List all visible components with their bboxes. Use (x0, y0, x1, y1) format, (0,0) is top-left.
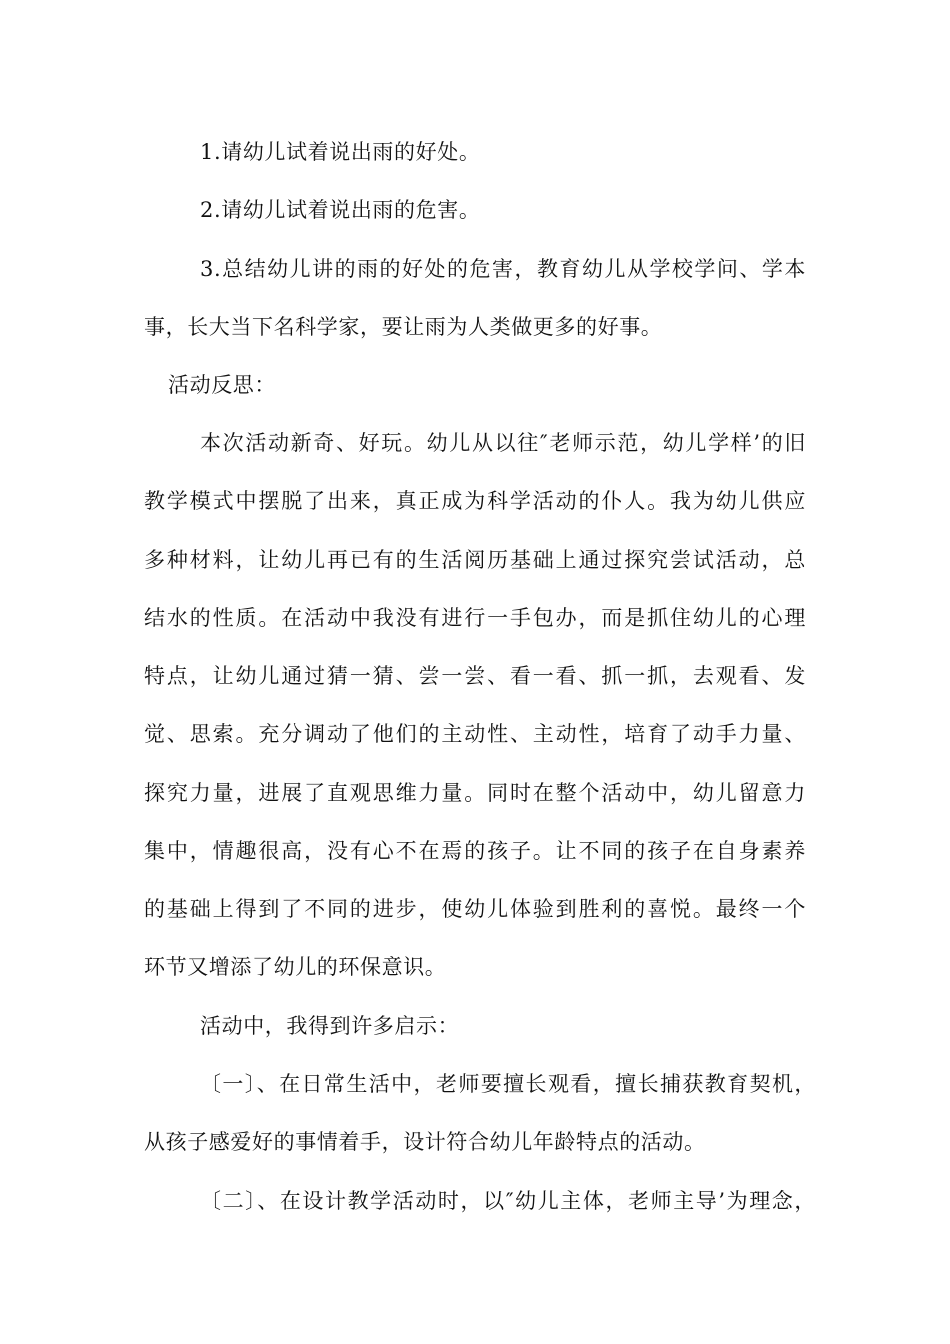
insight-item-two: 〔二〕、在设计教学活动时，以″幼儿主体，老师主导’为理念， (200, 1189, 816, 1213)
list-item-benefits: 1.请幼儿试着说出雨的好处。 (200, 140, 481, 164)
insight-item-one: 〔一〕、在日常生活中，老师要擅长观看，擅长捕获教育契机， (200, 1072, 816, 1096)
paragraph-line: 多种材料，让幼儿再已有的生活阅历基础上通过探究尝试活动，总 (144, 548, 806, 572)
paragraph-intro-insights: 活动中，我得到许多启示： (200, 1014, 460, 1038)
list-item-harms: 2.请幼儿试着说出雨的危害。 (200, 198, 481, 222)
paragraph-line: 探究力量，进展了直观思维力量。同时在整个活动中，幼儿留意力 (144, 781, 806, 805)
section-heading-reflection: 活动反思： (168, 373, 276, 397)
list-item-summary: 3.总结幼儿讲的雨的好处的危害，教育幼儿从学校学问、学本 (200, 257, 806, 281)
paragraph-line: 结水的性质。在活动中我没有进行一手包办，而是抓住幼儿的心理 (144, 606, 806, 630)
insight-item-one-continuation: 从孩子感爱好的事情着手，设计符合幼儿年龄特点的活动。 (144, 1130, 706, 1154)
paragraph-line: 环节又增添了幼儿的环保意识。 (144, 955, 447, 979)
summary-continuation: 事，长大当下名科学家，要让雨为人类做更多的好事。 (144, 315, 663, 339)
paragraph-line: 本次活动新奇、好玩。幼儿从以往″老师示范，幼儿学样’的旧 (200, 431, 806, 455)
paragraph-line: 特点，让幼儿通过猜一猜、尝一尝、看一看、抓一抓，去观看、发 (144, 664, 806, 688)
paragraph-line: 觉、思索。充分调动了他们的主动性、主动性，培育了动手力量、 (144, 722, 806, 746)
paragraph-line: 集中，情趣很高，没有心不在焉的孩子。让不同的孩子在自身素养 (144, 839, 806, 863)
paragraph-line: 教学模式中摆脱了出来，真正成为科学活动的仆人。我为幼儿供应 (144, 489, 806, 513)
paragraph-line: 的基础上得到了不同的进步，使幼儿体验到胜利的喜悦。最终一个 (144, 897, 806, 921)
